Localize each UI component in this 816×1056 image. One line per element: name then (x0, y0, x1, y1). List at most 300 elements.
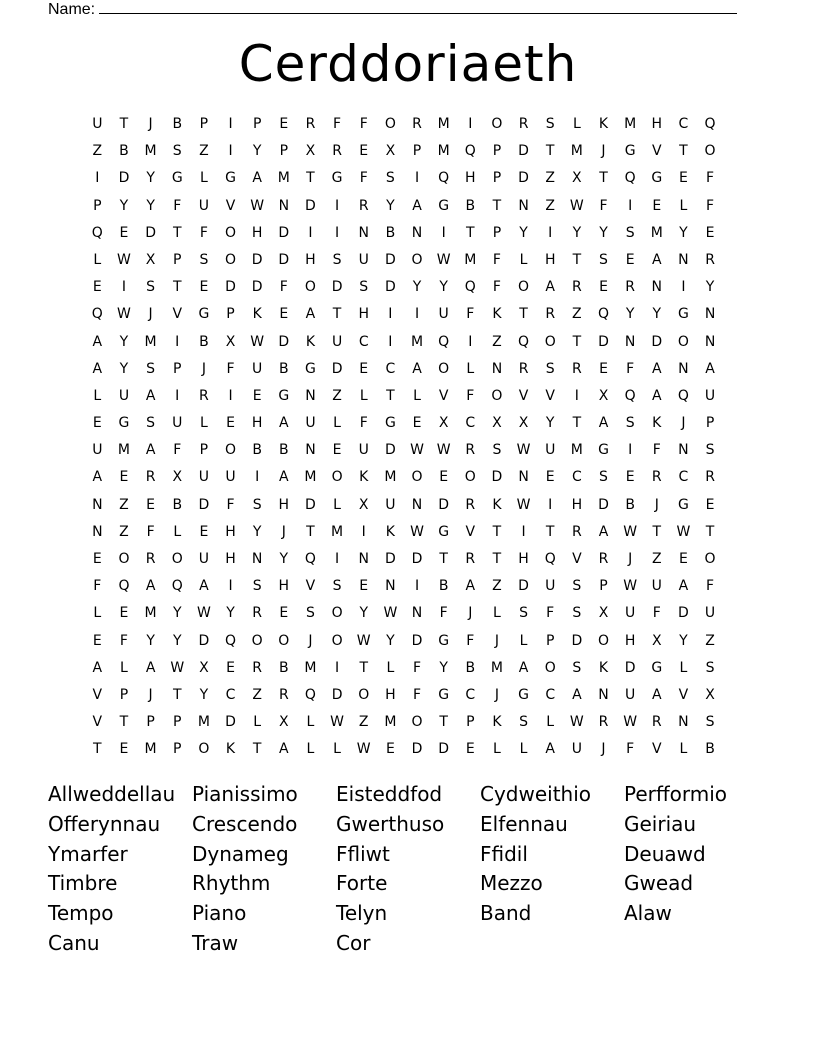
grid-letter: I (468, 116, 473, 132)
word-bank-item: Pianissimo (192, 782, 298, 806)
word-bank-item: Crescendo (192, 811, 298, 836)
grid-letter: P (412, 143, 422, 160)
word-bank-item: Ymarfer (48, 841, 128, 866)
grid-letter: Q (171, 578, 183, 595)
grid-letter: R (545, 306, 556, 323)
grid-letter: Y (146, 170, 155, 187)
grid-letter: G (305, 360, 316, 377)
grid-letter: O (491, 387, 503, 404)
grid-letter: P (545, 632, 555, 649)
grid-letter: P (226, 306, 235, 323)
grid-letter: L (572, 116, 581, 132)
grid-letter: E (599, 279, 608, 296)
grid-letter: O (251, 632, 263, 649)
grid-letter: M (331, 523, 344, 540)
word-bank-item: Perfformio (624, 782, 728, 806)
grid-letter: Y (146, 197, 155, 214)
grid-letter: E (226, 659, 235, 676)
grid-letter: A (545, 741, 555, 758)
grid-letter: L (386, 659, 395, 676)
word-bank-item: Mezzo (480, 871, 543, 896)
grid-letter: N (278, 197, 290, 214)
grid-letter: J (308, 632, 313, 649)
grid-row (84, 576, 723, 603)
grid-letter: Y (572, 224, 582, 241)
grid-letter: E (92, 632, 102, 649)
grid-letter: J (281, 523, 286, 540)
grid-letter: T (466, 224, 475, 241)
grid-letter: T (652, 523, 662, 540)
grid-letter: S (146, 415, 156, 432)
grid-letter: D (305, 197, 316, 214)
grid-letter: U (331, 333, 343, 350)
grid-letter: Y (679, 224, 688, 241)
grid-letter: L (120, 659, 128, 676)
name-field[interactable] (48, 0, 737, 20)
grid-letter: R (145, 469, 156, 486)
grid-letter: T (306, 170, 315, 187)
grid-letter: T (359, 659, 368, 676)
grid-letter: I (414, 306, 420, 323)
grid-letter: J (494, 632, 499, 649)
grid-letter: W (117, 306, 131, 323)
grid-letter: E (412, 415, 422, 432)
grid-letter: T (492, 523, 502, 540)
grid-letter: O (384, 116, 396, 132)
word-bank-item: Alaw (624, 901, 672, 926)
grid-letter: L (333, 415, 341, 432)
grid-letter: D (384, 279, 396, 296)
grid-letter: E (439, 469, 449, 486)
grid-letter: U (704, 387, 716, 404)
grid-letter: H (251, 224, 263, 241)
grid-letter: M (144, 741, 157, 758)
grid-letter: Q (91, 306, 103, 323)
grid-letter: S (252, 578, 262, 595)
grid-letter: V (92, 714, 103, 731)
grid-letter: F (492, 279, 501, 296)
grid-letter: G (651, 659, 663, 676)
grid-letter: F (652, 442, 661, 459)
grid-letter: Q (704, 116, 716, 132)
grid-letter: F (466, 306, 475, 323)
grid-letter: D (278, 333, 290, 350)
grid-letter: M (437, 143, 450, 160)
grid-letter: T (572, 333, 582, 350)
grid-letter: T (439, 551, 448, 567)
grid-letter: I (335, 197, 340, 214)
grid-letter: G (624, 143, 636, 160)
grid-letter: O (411, 251, 423, 268)
grid-row (84, 522, 723, 549)
grid-letter: R (571, 360, 582, 377)
grid-letter: W (356, 632, 371, 649)
grid-letter: D (384, 551, 396, 567)
grid-letter: H (651, 116, 663, 132)
grid-letter: O (518, 279, 530, 296)
word-bank-item: Traw (192, 930, 239, 955)
grid-letter: P (119, 686, 129, 703)
grid-letter: U (172, 415, 183, 432)
grid-letter: R (651, 714, 662, 731)
grid-letter: L (306, 714, 315, 731)
grid-letter: R (278, 686, 289, 703)
grid-letter: N (358, 551, 369, 567)
grid-row (84, 495, 723, 522)
grid-letter: E (705, 224, 715, 241)
grid-letter: X (492, 415, 502, 432)
grid-letter: M (650, 224, 663, 241)
word-bank-item: Cor (336, 930, 371, 955)
grid-letter: G (278, 387, 290, 404)
grid-letter: Q (438, 170, 450, 187)
grid-letter: N (624, 333, 636, 350)
grid-letter: K (492, 714, 502, 731)
grid-letter: L (679, 741, 688, 758)
grid-letter: Y (625, 306, 635, 323)
grid-letter: T (705, 523, 715, 540)
name-underline (99, 0, 737, 14)
grid-letter: A (92, 360, 103, 377)
grid-letter: I (335, 659, 340, 676)
grid-letter: Y (119, 197, 129, 214)
grid-letter: U (198, 469, 209, 486)
grid-letter: Y (119, 360, 129, 377)
grid-letter: C (571, 469, 582, 486)
grid-letter: D (651, 333, 663, 350)
grid-letter: H (465, 170, 476, 187)
grid-letter: R (358, 197, 369, 214)
grid-letter: F (599, 197, 608, 214)
grid-letter: L (519, 251, 528, 268)
grid-letter: W (356, 741, 371, 758)
word-bank-item: Rhythm (192, 871, 271, 896)
grid-letter: A (465, 578, 476, 595)
grid-letter: B (172, 116, 183, 132)
grid-letter: Z (92, 143, 103, 160)
grid-row (84, 712, 723, 739)
grid-row (84, 114, 723, 141)
grid-letter: V (172, 306, 183, 323)
grid-letter: G (225, 170, 236, 187)
word-bank-item: Elfennau (480, 811, 568, 836)
grid-letter: U (252, 360, 263, 377)
grid-letter: G (438, 632, 450, 649)
grid-letter: J (148, 686, 153, 703)
grid-letter: Q (304, 551, 316, 567)
grid-letter: J (601, 143, 606, 160)
grid-letter: G (438, 523, 450, 540)
grid-letter: S (625, 415, 635, 432)
grid-letter: O (225, 251, 237, 268)
grid-letter: W (436, 251, 451, 268)
grid-letter: Y (439, 279, 448, 296)
grid-letter: Z (332, 387, 342, 404)
grid-letter: H (624, 632, 636, 649)
grid-letter: T (119, 116, 129, 132)
grid-letter: L (199, 415, 208, 432)
grid-letter: E (359, 360, 369, 377)
grid-letter: I (441, 224, 446, 241)
grid-letter: C (465, 415, 476, 432)
word-bank-item: Dynameg (192, 841, 289, 866)
grid-letter: Q (118, 578, 130, 595)
grid-letter: I (228, 143, 233, 160)
grid-letter: D (331, 686, 343, 703)
grid-letter: Z (252, 686, 262, 703)
grid-letter: H (225, 551, 236, 567)
grid-letter: I (228, 116, 233, 132)
grid-letter: L (93, 387, 102, 404)
grid-letter: R (598, 551, 609, 567)
grid-letter: X (518, 415, 529, 432)
grid-row (84, 168, 723, 195)
grid-letter: N (678, 251, 689, 268)
grid-letter: E (92, 279, 102, 296)
grid-letter: D (411, 632, 423, 649)
grid-letter: D (198, 632, 210, 649)
grid-letter: U (118, 387, 130, 404)
grid-letter: A (145, 659, 156, 676)
grid-letter: J (148, 116, 153, 132)
grid-letter: A (279, 469, 289, 486)
grid-letter: Y (599, 224, 608, 241)
grid-letter: E (279, 116, 289, 132)
grid-letter: E (119, 741, 129, 758)
grid-letter: I (414, 578, 420, 595)
grid-letter: T (252, 741, 262, 758)
grid-letter: W (569, 714, 584, 731)
grid-letter: E (199, 523, 209, 540)
grid-letter: L (359, 387, 368, 404)
grid-letter: Y (146, 632, 155, 649)
word-bank-item: Cydweithio (480, 782, 592, 806)
grid-letter: D (438, 741, 450, 758)
grid-letter: L (93, 251, 102, 268)
grid-letter: R (252, 659, 263, 676)
grid-letter: X (385, 143, 396, 160)
grid-letter: I (548, 224, 553, 241)
grid-letter: H (571, 496, 583, 513)
grid-letter: E (279, 605, 289, 622)
grid-letter: F (226, 360, 235, 377)
grid-letter: E (119, 224, 129, 241)
grid-letter: N (411, 605, 423, 622)
grid-letter: E (599, 360, 608, 377)
grid-letter: P (173, 714, 182, 731)
grid-letter: I (175, 333, 180, 350)
grid-letter: U (704, 605, 716, 622)
grid-letter: N (305, 387, 316, 404)
grid-letter: R (651, 469, 662, 486)
grid-letter: Q (464, 143, 476, 160)
grid-letter: Y (412, 279, 422, 296)
grid-letter: V (651, 741, 662, 758)
grid-letter: L (466, 360, 475, 377)
grid-letter: I (361, 523, 366, 540)
grid-letter: O (304, 279, 316, 296)
grid-letter: A (145, 442, 156, 459)
grid-letter: F (466, 632, 475, 649)
grid-letter: T (679, 143, 688, 160)
grid-letter: R (145, 551, 156, 567)
grid-letter: T (172, 279, 182, 296)
grid-letter: O (411, 469, 423, 486)
grid-letter: F (412, 686, 422, 703)
grid-letter: S (625, 224, 635, 241)
grid-letter: S (199, 251, 209, 268)
grid-letter: Y (519, 224, 528, 241)
word-bank-item: Geiriau (624, 811, 697, 836)
grid-letter: I (95, 170, 100, 187)
grid-letter: S (599, 251, 608, 268)
grid-letter: R (518, 116, 529, 132)
grid-letter: E (385, 741, 395, 758)
grid-letter: L (413, 387, 421, 404)
grid-letter: D (518, 143, 529, 160)
grid-letter: Q (544, 551, 556, 567)
grid-row (84, 141, 723, 168)
grid-row (84, 467, 723, 494)
grid-letter: O (358, 686, 370, 703)
grid-letter: B (279, 442, 289, 459)
grid-letter: K (305, 333, 316, 350)
grid-letter: Z (199, 143, 209, 160)
grid-letter: N (92, 523, 103, 540)
grid-letter: Y (679, 632, 688, 649)
grid-letter: Y (386, 197, 395, 214)
grid-letter: D (331, 279, 343, 296)
grid-letter: D (145, 224, 156, 241)
grid-letter: R (199, 387, 209, 404)
grid-letter: V (572, 551, 582, 567)
grid-letter: A (279, 741, 289, 758)
grid-letter: L (253, 714, 262, 731)
grid-letter: G (331, 170, 343, 187)
grid-letter: F (466, 387, 475, 404)
grid-letter: B (465, 197, 476, 214)
grid-letter: Q (518, 333, 530, 350)
grid-letter: M (384, 469, 397, 486)
grid-letter: M (410, 333, 424, 350)
grid-letter: C (678, 116, 689, 132)
grid-letter: E (226, 415, 235, 432)
grid-letter: M (437, 116, 450, 132)
grid-letter: M (490, 659, 503, 676)
grid-letter: O (677, 333, 689, 350)
grid-letter: W (623, 578, 638, 595)
grid-letter: A (651, 387, 662, 404)
grid-letter: P (705, 415, 715, 432)
grid-letter: B (172, 496, 183, 513)
grid-letter: M (144, 143, 157, 160)
grid-letter: U (305, 415, 316, 432)
grid-letter: M (464, 251, 477, 268)
grid-letter: D (571, 632, 583, 649)
grid-letter: N (251, 551, 263, 567)
grid-letter: Z (651, 551, 662, 567)
grid-letter: E (199, 279, 209, 296)
grid-letter: N (651, 279, 663, 296)
grid-letter: Q (624, 170, 636, 187)
grid-letter: S (545, 360, 555, 377)
grid-letter: S (146, 279, 156, 296)
grid-letter: P (492, 224, 502, 241)
grid-row (84, 685, 723, 712)
grid-letter: N (678, 360, 689, 377)
grid-row (84, 440, 723, 467)
grid-letter: N (411, 496, 423, 513)
grid-letter: G (598, 442, 609, 459)
grid-row (84, 658, 723, 685)
grid-letter: A (412, 360, 422, 377)
grid-letter: U (225, 469, 236, 486)
grid-letter: D (598, 496, 609, 513)
grid-letter: W (250, 197, 265, 214)
grid-letter: H (251, 415, 263, 432)
grid-letter: Q (624, 387, 636, 404)
grid-letter: F (119, 632, 128, 649)
grid-letter: O (544, 659, 556, 676)
grid-letter: P (279, 143, 289, 160)
grid-letter: O (118, 551, 130, 567)
grid-letter: O (464, 469, 476, 486)
grid-letter: S (599, 469, 608, 486)
grid-letter: T (306, 523, 315, 540)
word-bank-item: Gwerthuso (336, 811, 445, 836)
grid-letter: D (384, 251, 396, 268)
grid-letter: J (148, 306, 153, 323)
grid-letter: A (705, 360, 715, 377)
grid-letter: D (118, 170, 130, 187)
grid-letter: Y (386, 632, 395, 649)
grid-letter: U (198, 197, 209, 214)
grid-letter: S (705, 442, 715, 459)
grid-letter: F (626, 741, 635, 758)
grid-letter: A (412, 197, 422, 214)
grid-letter: F (226, 496, 235, 513)
grid-letter: W (623, 714, 638, 731)
grid-letter: E (678, 551, 688, 567)
grid-letter: Q (91, 224, 103, 241)
grid-letter: E (252, 387, 262, 404)
grid-letter: B (438, 578, 449, 595)
grid-letter: W (196, 605, 211, 622)
grid-letter: Z (545, 170, 555, 187)
grid-letter: F (652, 605, 661, 622)
grid-letter: O (597, 632, 609, 649)
grid-letter: E (119, 469, 129, 486)
grid-letter: L (173, 523, 182, 540)
grid-letter: F (173, 442, 182, 459)
grid-letter: T (492, 197, 502, 214)
grid-letter: C (385, 360, 396, 377)
grid-letter: F (359, 170, 368, 187)
grid-letter: V (465, 523, 476, 540)
grid-letter: N (518, 197, 529, 214)
grid-letter: X (199, 659, 209, 676)
grid-letter: P (252, 116, 262, 132)
grid-letter: I (574, 387, 579, 404)
word-search-grid (84, 114, 723, 767)
grid-letter: N (518, 469, 529, 486)
grid-letter: V (438, 387, 449, 404)
grid-letter: O (225, 224, 237, 241)
grid-letter: F (626, 360, 635, 377)
grid-letter: A (651, 251, 662, 268)
grid-letter: U (625, 605, 636, 622)
grid-letter: W (623, 523, 638, 540)
